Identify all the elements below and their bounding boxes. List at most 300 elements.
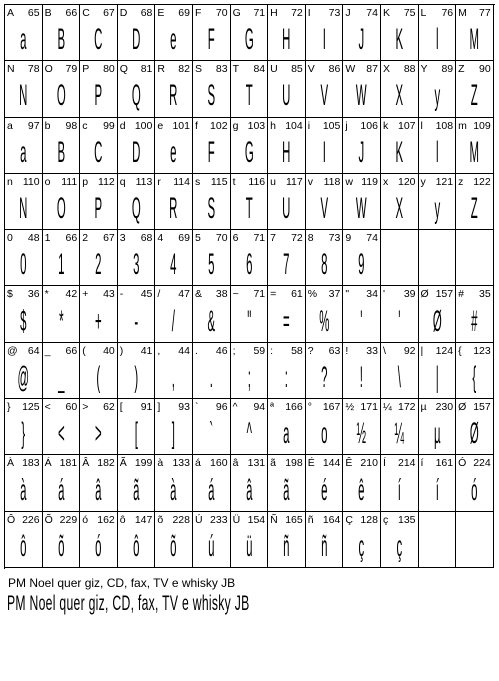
- glyph-cell: [381, 343, 419, 399]
- character-code: 63: [328, 344, 341, 357]
- key-character: Ô: [7, 513, 16, 526]
- glyph-preview: B: [57, 23, 65, 57]
- glyph-preview: }: [21, 417, 26, 451]
- character-code: 67: [103, 7, 115, 19]
- glyph-cell-header: [7, 120, 40, 134]
- glyph-cell-header: [45, 288, 78, 302]
- glyph-cell: [268, 343, 306, 399]
- key-character: /: [157, 288, 161, 301]
- glyph-preview: S: [207, 79, 216, 113]
- glyph-cell-header: [233, 7, 266, 21]
- glyph-cell-header: [45, 120, 78, 134]
- glyph-preview: ": [246, 304, 251, 338]
- glyph-cell: [381, 286, 419, 342]
- glyph-cell-header: [82, 288, 115, 302]
- glyph-preview: W: [356, 192, 368, 226]
- glyph-preview: á: [208, 473, 215, 507]
- key-character: >: [82, 401, 89, 414]
- key-character: 9: [345, 232, 352, 245]
- glyph-cell: [43, 455, 81, 511]
- glyph-cell-header: [308, 7, 341, 21]
- key-character: ;: [232, 344, 236, 357]
- glyph-cell: [43, 286, 81, 342]
- glyph-cell-header: [421, 401, 454, 415]
- glyph-preview: $: [20, 304, 27, 338]
- glyph-cell: [419, 343, 457, 399]
- glyph-cell-header: [233, 176, 266, 190]
- character-code: 59: [253, 344, 266, 357]
- glyph-preview: á: [57, 473, 65, 507]
- key-character: Ó: [458, 457, 467, 470]
- character-code: 41: [140, 344, 153, 357]
- glyph-cell-header: [82, 345, 115, 359]
- glyph-preview: a: [20, 135, 27, 169]
- glyph-cell-header: [345, 345, 378, 359]
- key-character: â: [232, 457, 239, 470]
- glyph-cell-header: [458, 401, 491, 415]
- glyph-cell: [231, 230, 269, 286]
- glyph-cell-header: [308, 457, 341, 471]
- glyph-cell: [343, 61, 381, 117]
- key-character: j: [345, 119, 348, 132]
- glyph-cell-header: [82, 176, 115, 190]
- glyph-preview: I: [322, 135, 326, 169]
- character-code: 108: [435, 119, 454, 132]
- character-code: 78: [27, 63, 40, 76]
- key-character: ^: [232, 401, 238, 414]
- key-character: Ø: [420, 288, 429, 301]
- glyph-cell: [231, 118, 269, 174]
- character-code: 75: [403, 7, 416, 19]
- glyph-cell: [306, 230, 344, 286]
- glyph-preview: P: [94, 79, 103, 113]
- character-code: 35: [479, 288, 491, 301]
- glyph-cell-header: [82, 63, 115, 77]
- character-code: 147: [134, 513, 153, 526]
- glyph-preview: N: [19, 79, 28, 113]
- character-code: 165: [285, 513, 303, 526]
- glyph-cell: [80, 343, 118, 399]
- character-code: 121: [435, 175, 454, 188]
- glyph-preview: ó: [471, 473, 478, 507]
- glyph-cell-header: [82, 457, 115, 471]
- character-code: 230: [435, 401, 454, 414]
- key-character: N: [7, 63, 15, 76]
- glyph-cell: [5, 61, 43, 117]
- character-code: 73: [328, 232, 341, 245]
- glyph-cell: [80, 5, 118, 61]
- glyph-preview: ^: [246, 417, 252, 451]
- glyph-cell: [343, 5, 381, 61]
- glyph-cell-header: [157, 232, 190, 246]
- glyph-cell-header: [308, 288, 341, 302]
- glyph-cell-header: [195, 514, 228, 528]
- character-code: 166: [285, 401, 303, 414]
- glyph-preview: e: [170, 23, 177, 57]
- key-character: F: [194, 7, 202, 19]
- glyph-cell: [268, 61, 306, 117]
- key-character: d: [119, 119, 126, 132]
- glyph-preview: Q: [131, 79, 141, 113]
- glyph-cell-header: [270, 514, 303, 528]
- glyph-cell-header: [233, 457, 266, 471]
- character-code: 83: [215, 63, 228, 76]
- glyph-cell: [155, 512, 193, 568]
- glyph-cell: [5, 286, 43, 342]
- glyph-preview: a: [20, 23, 27, 57]
- key-character: $: [7, 288, 13, 301]
- character-code: 106: [360, 119, 378, 132]
- character-code: 66: [65, 232, 78, 245]
- key-character: G: [232, 7, 241, 19]
- character-code: 105: [322, 119, 341, 132]
- glyph-preview: C: [94, 23, 103, 57]
- glyph-preview: l: [435, 23, 439, 57]
- glyph-cell-header: [383, 514, 416, 528]
- character-code: 88: [403, 63, 416, 76]
- character-code: 226: [22, 513, 40, 526]
- glyph-cell: [193, 399, 231, 455]
- key-character: ç: [382, 513, 389, 526]
- character-code: 199: [134, 457, 153, 470]
- glyph-cell: [306, 455, 344, 511]
- glyph-cell: [118, 399, 156, 455]
- sample-text-plain: PM Noel quer giz, CD, fax, TV e whisky JB: [8, 576, 236, 590]
- glyph-cell-header: [45, 7, 78, 21]
- glyph-cell-header: [345, 401, 378, 415]
- key-character: á: [194, 457, 201, 470]
- glyph-cell-header: [157, 401, 190, 415]
- glyph-cell: [5, 118, 43, 174]
- glyph-cell-header: [383, 288, 416, 302]
- glyph-cell-header: [345, 288, 378, 302]
- glyph-cell-header: [195, 63, 228, 77]
- glyph-preview: 3: [132, 248, 140, 282]
- glyph-preview: ç: [358, 529, 365, 563]
- glyph-cell: [306, 5, 344, 61]
- glyph-preview: .: [209, 360, 213, 394]
- key-character: R: [157, 63, 165, 76]
- glyph-preview: ': [398, 304, 401, 338]
- key-character: ô: [119, 513, 126, 526]
- glyph-cell: [118, 230, 156, 286]
- glyph-preview: *: [58, 304, 64, 338]
- glyph-cell: [306, 174, 344, 230]
- key-character: ]: [157, 401, 161, 414]
- key-character: à: [157, 457, 164, 470]
- glyph-preview: ê: [358, 473, 365, 507]
- character-code: 87: [366, 63, 378, 76]
- glyph-cell-header: [270, 232, 303, 246]
- character-code: 224: [473, 457, 491, 470]
- glyph-cell-header: [195, 232, 228, 246]
- key-character: Ñ: [270, 513, 278, 526]
- glyph-preview: µ: [433, 417, 441, 451]
- character-code: 229: [59, 513, 78, 526]
- glyph-cell-header: [383, 345, 416, 359]
- glyph-cell-header: [345, 232, 378, 246]
- glyph-preview: a: [283, 417, 290, 451]
- glyph-cell: [155, 286, 193, 342]
- glyph-preview: K: [395, 135, 404, 169]
- key-character: +: [82, 288, 89, 301]
- glyph-preview: ç: [396, 529, 403, 563]
- character-code: 40: [103, 344, 115, 357]
- glyph-preview: S: [207, 192, 216, 226]
- glyph-cell-header: [157, 176, 190, 190]
- glyph-cell-header: [345, 7, 378, 21]
- glyph-preview: Q: [131, 192, 141, 226]
- glyph-cell-header: [120, 401, 153, 415]
- glyph-cell: [306, 512, 344, 568]
- glyph-cell: [381, 455, 419, 511]
- glyph-preview: X: [395, 192, 404, 226]
- key-character: ": [345, 288, 350, 301]
- glyph-preview: F: [207, 23, 215, 57]
- glyph-cell: [155, 399, 193, 455]
- glyph-cell-header: [7, 345, 40, 359]
- key-character: (: [82, 344, 86, 357]
- glyph-cell-header: [82, 120, 115, 134]
- key-character: 2: [82, 232, 89, 245]
- glyph-cell: [343, 343, 381, 399]
- character-code: 71: [253, 288, 266, 301]
- character-code: 181: [59, 457, 78, 470]
- character-code: 48: [27, 232, 40, 245]
- character-code: 110: [22, 175, 40, 188]
- glyph-cell: [118, 5, 156, 61]
- key-character: ,: [157, 344, 161, 357]
- key-character: u: [270, 175, 276, 188]
- glyph-cell: [80, 61, 118, 117]
- character-code: 71: [253, 232, 266, 245]
- key-character: E: [157, 7, 165, 19]
- glyph-cell: [343, 230, 381, 286]
- glyph-cell-header: [45, 345, 78, 359]
- glyph-preview: 6: [245, 248, 253, 282]
- glyph-cell: [419, 399, 457, 455]
- glyph-cell: [456, 455, 494, 511]
- glyph-cell-header: [195, 120, 228, 134]
- glyph-cell: [381, 61, 419, 117]
- key-character: K: [382, 7, 390, 19]
- glyph-cell-header: [270, 345, 303, 359]
- glyph-preview: 5: [208, 248, 215, 282]
- glyph-cell-header: [458, 7, 491, 21]
- glyph-cell-header: [458, 63, 491, 77]
- glyph-cell: [118, 455, 156, 511]
- glyph-preview: y: [433, 79, 440, 113]
- glyph-cell: [193, 343, 231, 399]
- glyph-preview: X: [395, 79, 404, 113]
- key-character: q: [119, 175, 126, 188]
- character-code: 68: [140, 7, 153, 19]
- glyph-cell-header: [45, 514, 78, 528]
- key-character: ¼: [382, 401, 392, 414]
- key-character: i: [307, 119, 311, 132]
- glyph-preview: N: [19, 192, 28, 226]
- glyph-cell-header: [270, 176, 303, 190]
- character-code: 161: [435, 457, 454, 470]
- glyph-cell: [419, 5, 457, 61]
- character-code: 34: [366, 288, 378, 301]
- glyph-cell-header: [383, 457, 416, 471]
- character-code: 42: [65, 288, 78, 301]
- glyph-cell: [306, 286, 344, 342]
- character-code: 58: [291, 344, 303, 357]
- glyph-preview: {: [472, 360, 477, 394]
- glyph-cell-header: [458, 176, 491, 190]
- glyph-cell: [231, 343, 269, 399]
- key-character: L: [420, 7, 427, 19]
- glyph-cell: [306, 61, 344, 117]
- character-code: 183: [22, 457, 40, 470]
- character-code: 109: [473, 119, 491, 132]
- key-character: Y: [420, 63, 428, 76]
- glyph-cell: [419, 118, 457, 174]
- glyph-cell-header: [120, 176, 153, 190]
- key-character: 4: [157, 232, 164, 245]
- glyph-cell: [231, 61, 269, 117]
- glyph-cell: [343, 399, 381, 455]
- glyph-cell: [231, 399, 269, 455]
- glyph-cell: [193, 118, 231, 174]
- character-code: 113: [135, 175, 153, 188]
- empty-cell: [456, 230, 494, 286]
- glyph-preview: é: [320, 473, 328, 507]
- glyph-cell: [268, 174, 306, 230]
- key-character: [: [119, 401, 123, 414]
- glyph-preview: ?: [320, 360, 328, 394]
- character-code: 157: [435, 288, 454, 301]
- key-character: Ü: [232, 513, 241, 526]
- empty-cell: [456, 512, 494, 568]
- character-code: 107: [398, 119, 416, 132]
- glyph-cell: [80, 174, 118, 230]
- glyph-cell-header: [345, 120, 378, 134]
- character-code: 45: [140, 288, 153, 301]
- glyph-cell-header: [308, 120, 341, 134]
- glyph-preview: V: [320, 79, 328, 113]
- key-character: Á: [44, 457, 52, 470]
- character-code: 81: [140, 63, 153, 76]
- key-character: I: [307, 7, 311, 19]
- character-code: 128: [360, 513, 378, 526]
- glyph-preview: #: [471, 304, 478, 338]
- character-code: 114: [173, 175, 190, 188]
- glyph-cell-header: [120, 457, 153, 471]
- glyph-preview: U: [282, 192, 291, 226]
- key-character: =: [270, 288, 277, 301]
- character-code: 228: [172, 513, 190, 526]
- glyph-preview: M: [469, 135, 480, 169]
- glyph-preview: V: [320, 192, 328, 226]
- glyph-cell-header: [308, 63, 341, 77]
- glyph-preview: 4: [170, 248, 177, 282]
- glyph-preview: I: [322, 23, 326, 57]
- glyph-cell: [419, 61, 457, 117]
- key-character: y: [420, 175, 426, 188]
- glyph-preview: [: [134, 417, 138, 451]
- glyph-cell: [80, 512, 118, 568]
- key-character: k: [382, 119, 389, 132]
- key-character: É: [307, 457, 315, 470]
- character-code: 135: [398, 513, 416, 526]
- character-code: 119: [361, 175, 378, 188]
- character-code: 62: [103, 401, 115, 414]
- glyph-preview: à: [170, 473, 177, 507]
- glyph-preview: U: [282, 79, 291, 113]
- glyph-cell-header: [270, 288, 303, 302]
- glyph-cell-header: [82, 7, 115, 21]
- key-character: @: [7, 344, 18, 357]
- glyph-cell-header: [120, 514, 153, 528]
- character-code: 124: [435, 344, 454, 357]
- glyph-cell: [118, 512, 156, 568]
- glyph-cell: [381, 512, 419, 568]
- glyph-preview: R: [169, 192, 178, 226]
- key-character: Ã: [119, 457, 127, 470]
- glyph-cell: [155, 230, 193, 286]
- key-character: .: [194, 344, 198, 357]
- key-character: 0: [7, 232, 13, 245]
- glyph-cell: [193, 455, 231, 511]
- glyph-preview: W: [356, 79, 368, 113]
- glyph-preview: ': [360, 304, 363, 338]
- glyph-cell-header: [383, 7, 416, 21]
- character-code: 66: [65, 7, 78, 19]
- glyph-cell-header: [45, 63, 78, 77]
- glyph-preview: y: [433, 192, 440, 226]
- key-character: 5: [194, 232, 201, 245]
- glyph-cell: [231, 512, 269, 568]
- glyph-cell-header: [120, 288, 153, 302]
- key-character: ': [382, 288, 385, 301]
- glyph-cell-header: [157, 7, 190, 21]
- glyph-preview: @: [17, 360, 30, 394]
- glyph-preview: í: [435, 473, 439, 507]
- glyph-cell-header: [270, 120, 303, 134]
- character-code: 210: [360, 457, 378, 470]
- key-character: À: [7, 457, 15, 470]
- glyph-cell-header: [270, 457, 303, 471]
- glyph-preview: H: [282, 23, 291, 57]
- character-code: 84: [253, 63, 266, 76]
- character-code: 89: [441, 63, 454, 76]
- glyph-cell: [5, 230, 43, 286]
- character-code: 198: [285, 457, 303, 470]
- key-character: Â: [82, 457, 90, 470]
- key-character: :: [270, 344, 274, 357]
- glyph-preview: -: [134, 304, 138, 338]
- key-character: ó: [82, 513, 89, 526]
- glyph-cell: [456, 399, 494, 455]
- character-code: 77: [479, 7, 491, 19]
- glyph-preview: >: [95, 417, 102, 451]
- key-character: g: [232, 119, 239, 132]
- empty-cell: [419, 512, 457, 568]
- glyph-preview: O: [56, 192, 66, 226]
- glyph-cell: [343, 118, 381, 174]
- glyph-cell-header: [7, 401, 40, 415]
- glyph-preview: H: [282, 135, 291, 169]
- glyph-preview: ô: [20, 529, 27, 563]
- key-character: c: [82, 119, 88, 132]
- character-code: 102: [210, 119, 228, 132]
- glyph-preview: ô: [132, 529, 140, 563]
- glyph-preview: à: [20, 473, 27, 507]
- key-character: Õ: [44, 513, 53, 526]
